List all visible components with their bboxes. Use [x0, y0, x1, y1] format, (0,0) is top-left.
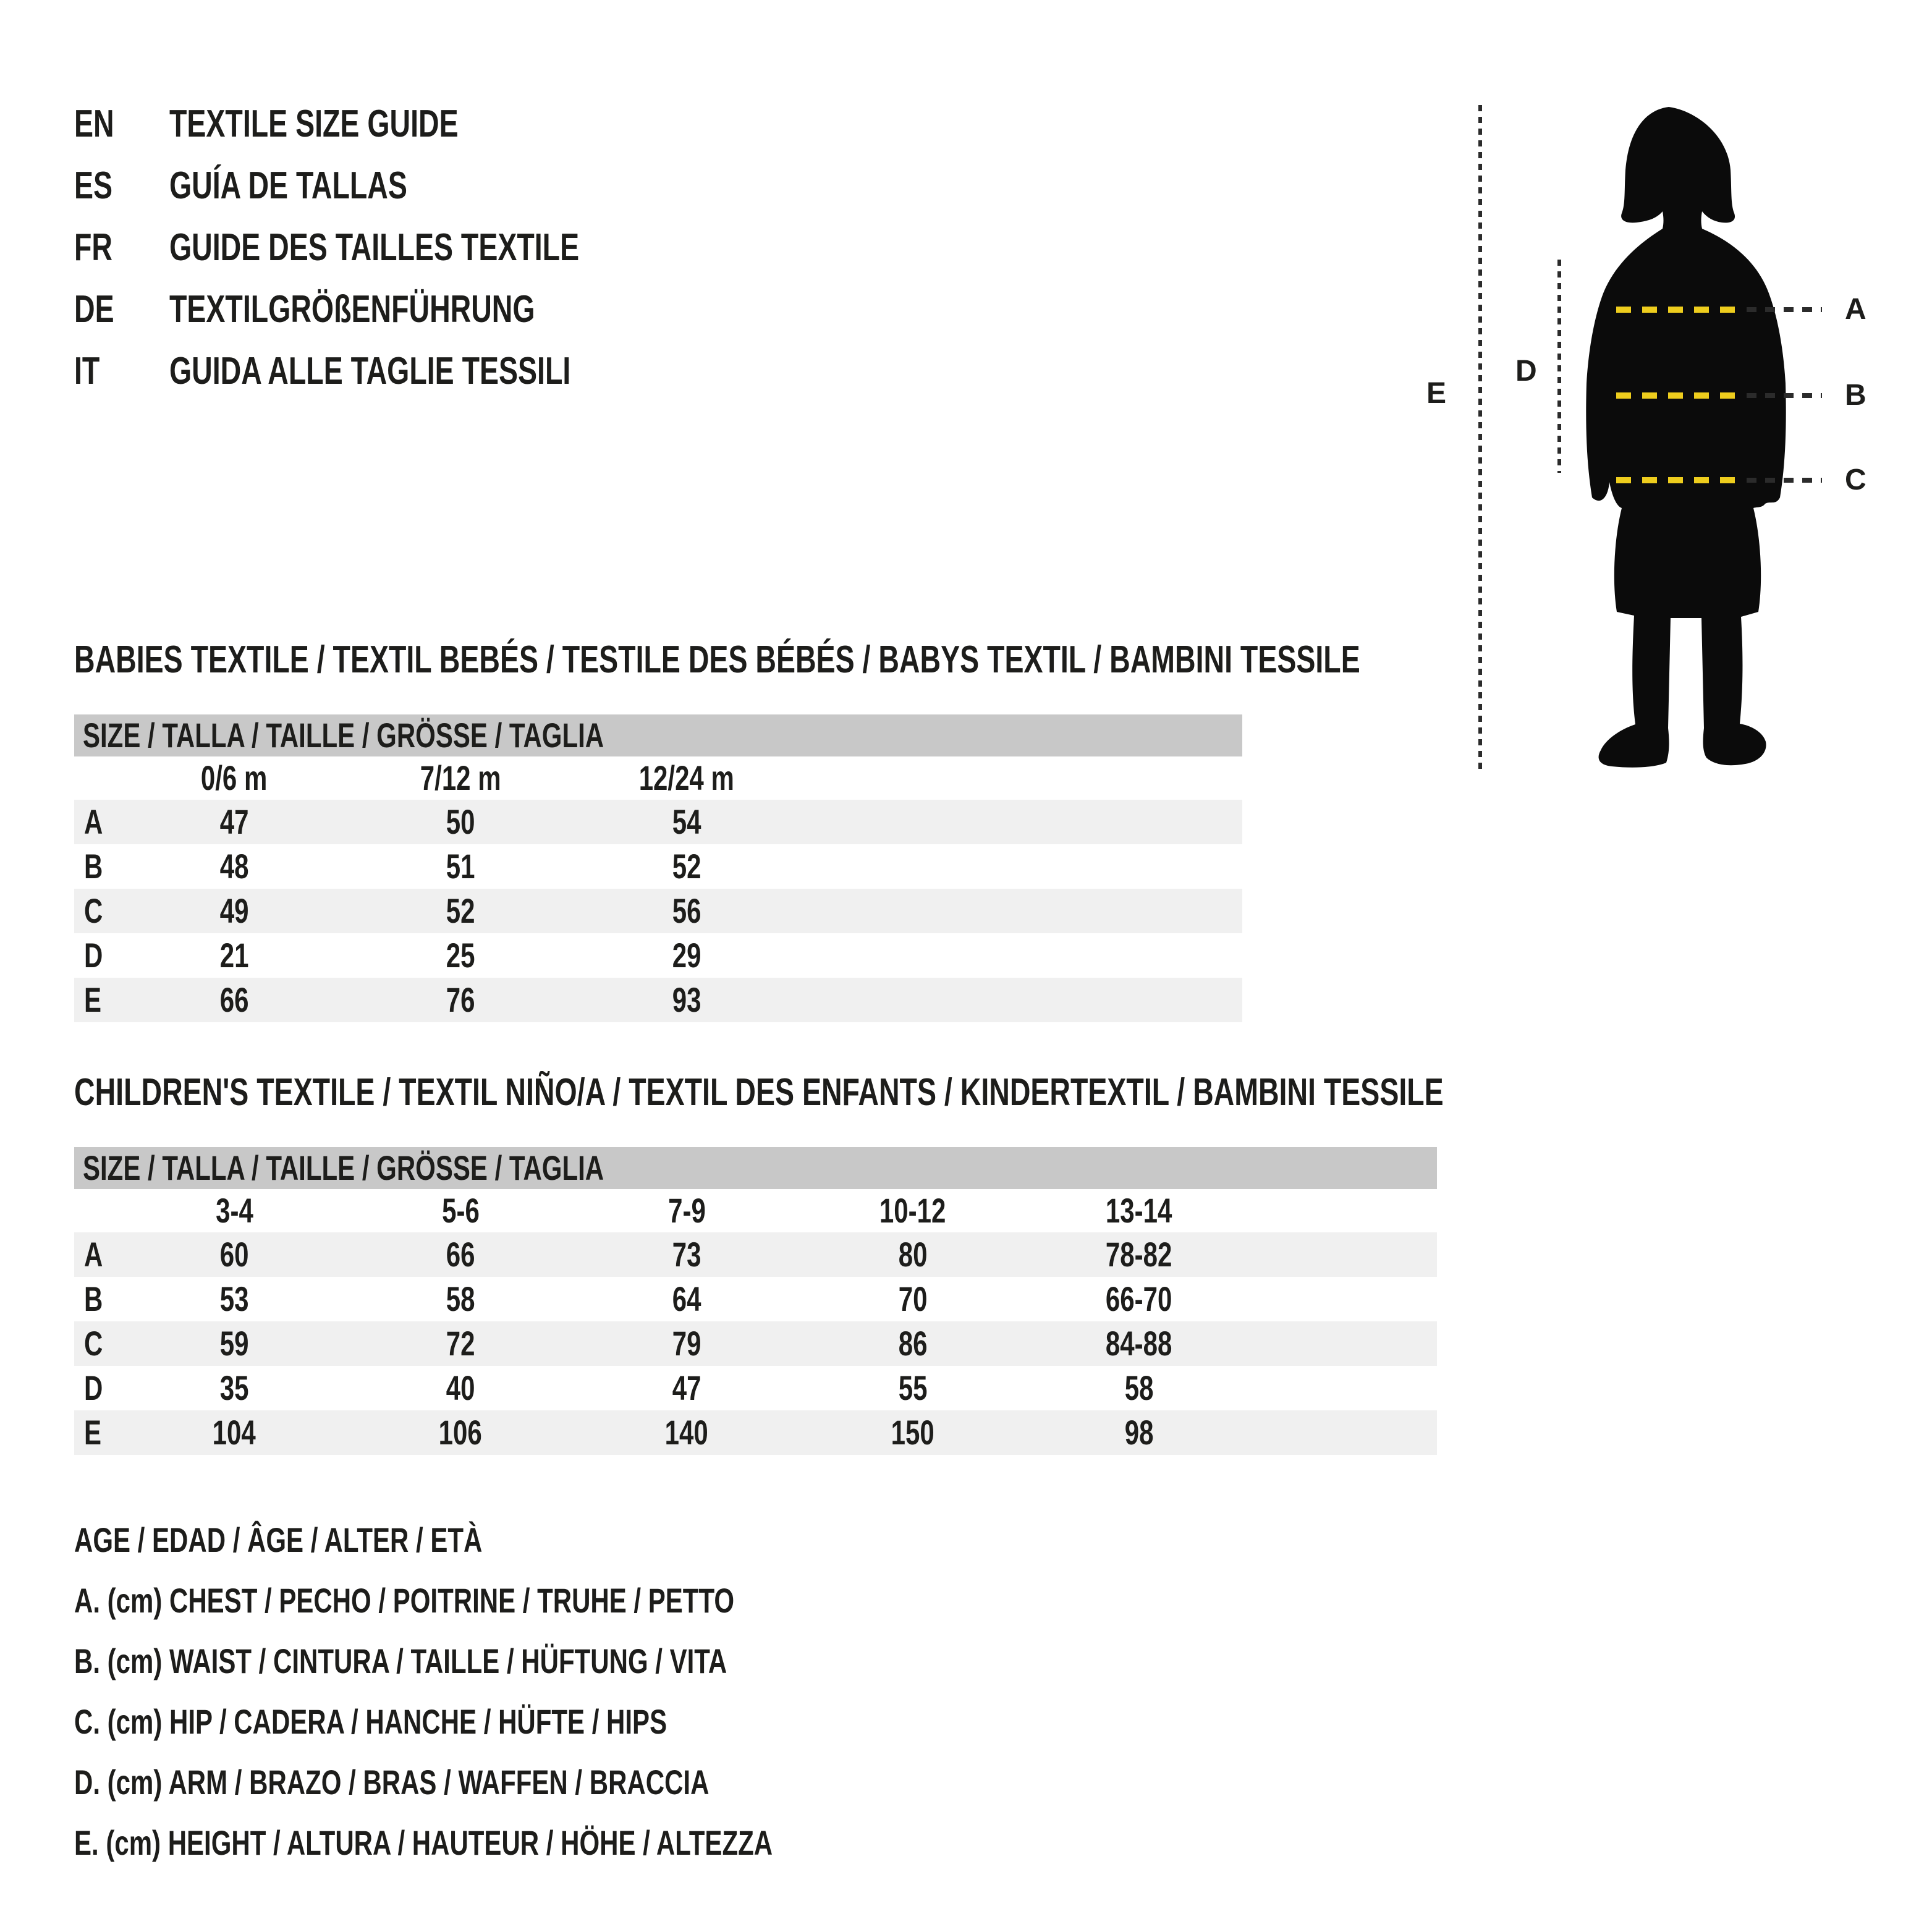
table-cell [121, 1277, 347, 1321]
language-row [74, 93, 939, 155]
table-cell [347, 800, 574, 844]
table-cell [800, 1410, 1026, 1455]
column-header-text: 7-9 [667, 1191, 706, 1230]
table-cell [347, 978, 574, 1022]
table-cell [1026, 1366, 1252, 1410]
cell-value: 56 [672, 891, 701, 930]
cell-value: 55 [898, 1368, 928, 1407]
column-header [800, 1189, 1026, 1232]
row-label [74, 933, 121, 978]
table-cell [121, 1366, 347, 1410]
cell-value: 25 [446, 936, 475, 975]
legend-waist-text: B. (cm) WAIST / CINTURA / TAILLE / HÜFTUNG / VITA [74, 1642, 727, 1680]
table-cell [800, 1366, 1026, 1410]
table-cell [574, 1232, 800, 1277]
column-header-text: 13-14 [1106, 1191, 1172, 1230]
measure-label-c: C [1845, 464, 1866, 496]
hip-measure-line-black [1747, 478, 1822, 483]
arm-measure-line [1557, 260, 1561, 473]
row-label-text: C [84, 891, 103, 930]
table-cell [1026, 1277, 1252, 1321]
cell-value: 93 [672, 980, 701, 1019]
table-row [74, 978, 1242, 1022]
table-cell [800, 1321, 1026, 1366]
children-size-header-band [74, 1147, 1437, 1189]
column-header-text: 12/24 m [638, 758, 735, 797]
babies-size-header-text: SIZE / TALLA / TAILLE / GRÖSSE / TAGLIA [83, 716, 604, 755]
cell-value: 49 [219, 891, 249, 930]
column-spacer [74, 756, 121, 800]
cell-value: 66 [219, 980, 249, 1019]
table-cell [1026, 1321, 1252, 1366]
table-cell [574, 978, 800, 1022]
language-title: GUIDE DES TAILLES TEXTILE [169, 226, 580, 269]
column-header [121, 756, 347, 800]
language-title-list [74, 93, 939, 402]
language-title: GUÍA DE TALLAS [169, 164, 407, 207]
cell-value: 52 [672, 847, 701, 886]
table-cell [347, 933, 574, 978]
cell-value: 106 [438, 1413, 483, 1452]
row-label [74, 978, 121, 1022]
cell-value: 98 [1124, 1413, 1154, 1452]
language-row [74, 341, 939, 402]
children-section-title-text: CHILDREN'S TEXTILE / TEXTIL NIÑO/A / TEXTIL DES ENFANTS / KINDERTEXTIL / BAMBINI TESSILE [74, 1071, 1444, 1114]
cell-value: 64 [672, 1279, 701, 1318]
cell-value: 86 [898, 1324, 928, 1363]
hip-measure-line-yellow [1616, 477, 1743, 483]
table-row [74, 1232, 1437, 1277]
language-code: FR [74, 226, 112, 269]
babies-table [74, 800, 1242, 1022]
column-header-text: 5-6 [441, 1191, 480, 1230]
cell-value: 76 [446, 980, 475, 1019]
babies-section-title [74, 638, 1789, 682]
table-cell [121, 1410, 347, 1455]
legend-chest-text: A. (cm) CHEST / PECHO / POITRINE / TRUHE / PETTO [74, 1581, 735, 1620]
row-label [74, 844, 121, 889]
row-label-text: D [84, 936, 103, 975]
children-column-header-row [74, 1189, 1437, 1232]
table-cell [574, 1321, 800, 1366]
table-cell [121, 1232, 347, 1277]
cell-value: 48 [219, 847, 249, 886]
table-cell [1026, 1232, 1252, 1277]
column-header [347, 756, 574, 800]
column-header-text: 3-4 [215, 1191, 253, 1230]
cell-value: 58 [446, 1279, 475, 1318]
table-cell [347, 1232, 574, 1277]
table-cell [574, 1410, 800, 1455]
column-header-text: 0/6 m [201, 758, 268, 797]
table-cell [574, 933, 800, 978]
waist-measure-line-yellow [1616, 392, 1743, 399]
table-row [74, 889, 1242, 933]
cell-value: 54 [672, 802, 701, 841]
language-code: EN [74, 103, 114, 145]
measure-label-a: A [1845, 293, 1866, 326]
language-title: GUIDA ALLE TAGLIE TESSILI [169, 350, 571, 392]
row-label [74, 1321, 121, 1366]
table-row [74, 933, 1242, 978]
table-cell [574, 844, 800, 889]
table-cell [347, 889, 574, 933]
legend-arm-line [74, 1752, 1006, 1813]
table-cell [574, 800, 800, 844]
row-label [74, 1366, 121, 1410]
column-header [121, 1189, 347, 1232]
legend-chest-line [74, 1570, 1006, 1631]
row-label [74, 889, 121, 933]
column-header [574, 1189, 800, 1232]
babies-size-header-band [74, 714, 1242, 756]
babies-column-header-row [74, 756, 1242, 800]
column-header [1026, 1189, 1252, 1232]
table-cell [347, 1410, 574, 1455]
legend-waist-line [74, 1631, 1006, 1692]
measure-legend [74, 1510, 1006, 1873]
table-cell [121, 889, 347, 933]
table-row [74, 1366, 1437, 1410]
cell-value: 60 [219, 1235, 249, 1274]
language-title: TEXTILGRÖßENFÜHRUNG [169, 288, 535, 331]
table-cell [347, 1321, 574, 1366]
row-label-text: B [84, 1279, 103, 1318]
table-cell [800, 1232, 1026, 1277]
table-row [74, 1277, 1437, 1321]
cell-value: 104 [212, 1413, 256, 1452]
measure-label-d: D [1515, 355, 1537, 388]
measure-label-b: B [1845, 379, 1866, 412]
row-label-text: C [84, 1324, 103, 1363]
cell-value: 73 [672, 1235, 701, 1274]
table-row [74, 1321, 1437, 1366]
legend-age-text: AGE / EDAD / ÂGE / ALTER / ETÀ [74, 1520, 483, 1559]
cell-value: 53 [219, 1279, 249, 1318]
row-label-text: E [84, 1413, 102, 1452]
cell-value: 40 [446, 1368, 475, 1407]
waist-measure-line-black [1747, 393, 1822, 398]
table-cell [574, 1277, 800, 1321]
legend-arm-text: D. (cm) ARM / BRAZO / BRAS / WAFFEN / BRACCIA [74, 1763, 710, 1802]
table-cell [121, 800, 347, 844]
legend-hip-line [74, 1692, 1006, 1752]
table-cell [121, 933, 347, 978]
cell-value: 79 [672, 1324, 701, 1363]
chest-measure-line-black [1747, 307, 1822, 312]
table-cell [800, 1277, 1026, 1321]
cell-value: 47 [672, 1368, 701, 1407]
language-row [74, 217, 939, 279]
language-row [74, 279, 939, 341]
row-label [74, 800, 121, 844]
column-header-text: 7/12 m [420, 758, 501, 797]
column-header-text: 10-12 [879, 1191, 946, 1230]
cell-value: 140 [664, 1413, 709, 1452]
cell-value: 78-82 [1106, 1235, 1172, 1274]
children-size-header-text: SIZE / TALLA / TAILLE / GRÖSSE / TAGLIA [83, 1148, 604, 1187]
cell-value: 52 [446, 891, 475, 930]
children-section-title [74, 1071, 1900, 1114]
cell-value: 21 [219, 936, 249, 975]
cell-value: 150 [891, 1413, 935, 1452]
cell-value: 80 [898, 1235, 928, 1274]
legend-hip-text: C. (cm) HIP / CADERA / HANCHE / HÜFTE / HIPS [74, 1702, 667, 1741]
children-table [74, 1232, 1437, 1455]
row-label-text: B [84, 847, 103, 886]
table-cell [574, 889, 800, 933]
chest-measure-line-yellow [1616, 307, 1743, 313]
language-row [74, 155, 939, 217]
language-title: TEXTILE SIZE GUIDE [169, 103, 459, 145]
row-label-text: E [84, 980, 102, 1019]
cell-value: 66-70 [1106, 1279, 1172, 1318]
table-cell [121, 978, 347, 1022]
row-label [74, 1232, 121, 1277]
cell-value: 58 [1124, 1368, 1154, 1407]
language-code: IT [74, 350, 100, 392]
cell-value: 72 [446, 1324, 475, 1363]
language-code: DE [74, 288, 114, 331]
cell-value: 59 [219, 1324, 249, 1363]
column-spacer [74, 1189, 121, 1232]
row-label [74, 1277, 121, 1321]
cell-value: 70 [898, 1279, 928, 1318]
table-row [74, 800, 1242, 844]
table-cell [574, 1366, 800, 1410]
legend-age-line [74, 1510, 1006, 1570]
cell-value: 66 [446, 1235, 475, 1274]
table-cell [1026, 1410, 1252, 1455]
row-label-text: D [84, 1368, 103, 1407]
table-cell [347, 1366, 574, 1410]
column-header [574, 756, 800, 800]
table-cell [121, 1321, 347, 1366]
cell-value: 47 [219, 802, 249, 841]
cell-value: 35 [219, 1368, 249, 1407]
table-row [74, 1410, 1437, 1455]
row-label-text: A [84, 802, 103, 841]
table-cell [347, 1277, 574, 1321]
row-label-text: A [84, 1235, 103, 1274]
table-cell [347, 844, 574, 889]
cell-value: 29 [672, 936, 701, 975]
measure-label-e: E [1426, 377, 1447, 410]
legend-height-line [74, 1813, 1006, 1873]
babies-section-title-text: BABIES TEXTILE / TEXTIL BEBÉS / TESTILE DES BÉBÉS / BABYS TEXTIL / BAMBINI TESSILE [74, 638, 1360, 681]
language-code: ES [74, 164, 113, 207]
table-row [74, 844, 1242, 889]
column-header [347, 1189, 574, 1232]
table-cell [121, 844, 347, 889]
cell-value: 51 [446, 847, 475, 886]
cell-value: 84-88 [1106, 1324, 1172, 1363]
cell-value: 50 [446, 802, 475, 841]
legend-height-text: E. (cm) HEIGHT / ALTURA / HAUTEUR / HÖHE / ALTEZZA [74, 1823, 773, 1862]
row-label [74, 1410, 121, 1455]
